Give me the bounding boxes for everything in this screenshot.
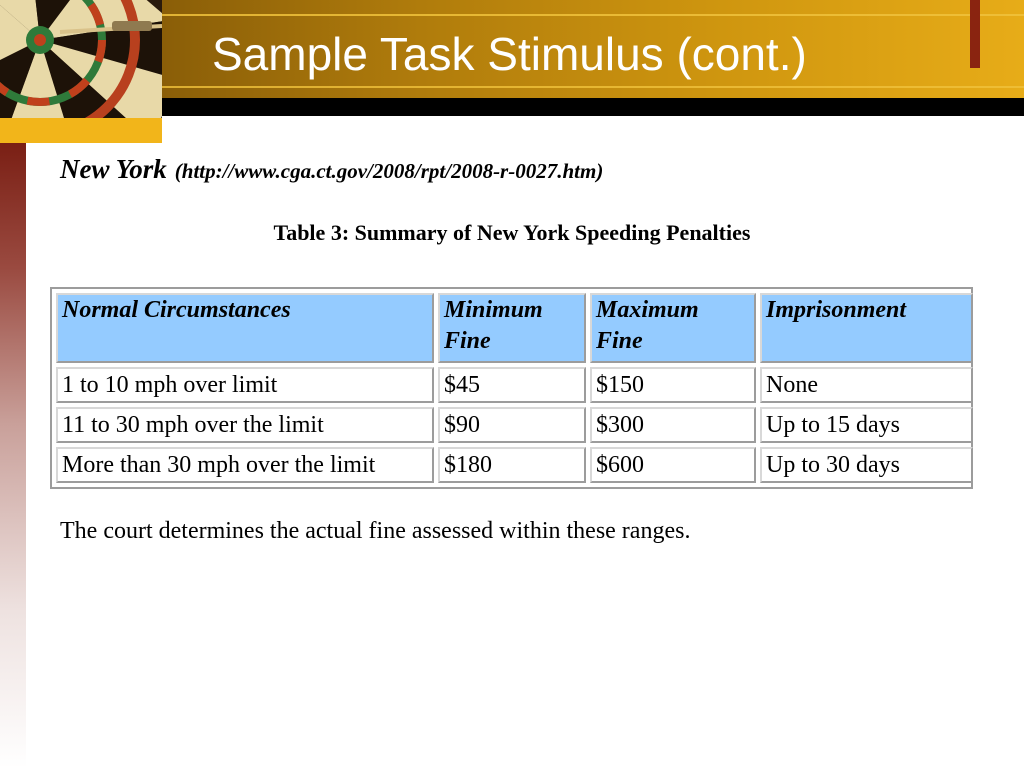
title-accent-bar — [970, 0, 980, 68]
column-header-maximum-fine: Maximum Fine — [590, 293, 756, 363]
table-caption: Table 3: Summary of New York Speeding Penalties — [273, 220, 751, 245]
table-note: The court determines the actual fine assessed within these ranges. — [60, 518, 691, 544]
cell-circumstance: 11 to 30 mph over the limit — [56, 407, 434, 443]
cell-maximum-fine: $150 — [590, 367, 756, 403]
table-row — [56, 407, 973, 443]
title-band-top-line — [162, 14, 1024, 16]
cell-maximum-fine: $600 — [590, 447, 756, 483]
cell-minimum-fine: $180 — [438, 447, 586, 483]
source-heading — [60, 154, 603, 185]
cell-circumstance: 1 to 10 mph over limit — [56, 367, 434, 403]
cell-circumstance: More than 30 mph over the limit — [56, 447, 434, 483]
column-header-circumstances: Normal Circumstances — [56, 293, 434, 363]
dartboard-icon — [0, 0, 162, 118]
cell-imprisonment: None — [760, 367, 973, 403]
column-header-minimum-fine: Minimum Fine — [438, 293, 586, 363]
table-row — [56, 447, 973, 483]
cell-minimum-fine: $90 — [438, 407, 586, 443]
source-state: New York — [60, 154, 167, 184]
penalties-table-frame — [50, 287, 973, 489]
slide-title: Sample Task Stimulus (cont.) — [212, 28, 807, 80]
source-url: (http://www.cga.ct.gov/2008/rpt/2008-r-0027.htm) — [174, 159, 604, 183]
header-divider-bar — [162, 98, 1024, 116]
cell-imprisonment: Up to 30 days — [760, 447, 973, 483]
penalties-table — [52, 289, 977, 487]
column-header-imprisonment: Imprisonment — [760, 293, 973, 363]
cell-imprisonment: Up to 15 days — [760, 407, 973, 443]
cell-maximum-fine: $300 — [590, 407, 756, 443]
table-row — [56, 367, 973, 403]
cell-minimum-fine: $45 — [438, 367, 586, 403]
table-header-row — [56, 293, 973, 363]
gold-accent-block — [0, 118, 162, 143]
title-band-bottom-line — [162, 86, 1024, 88]
